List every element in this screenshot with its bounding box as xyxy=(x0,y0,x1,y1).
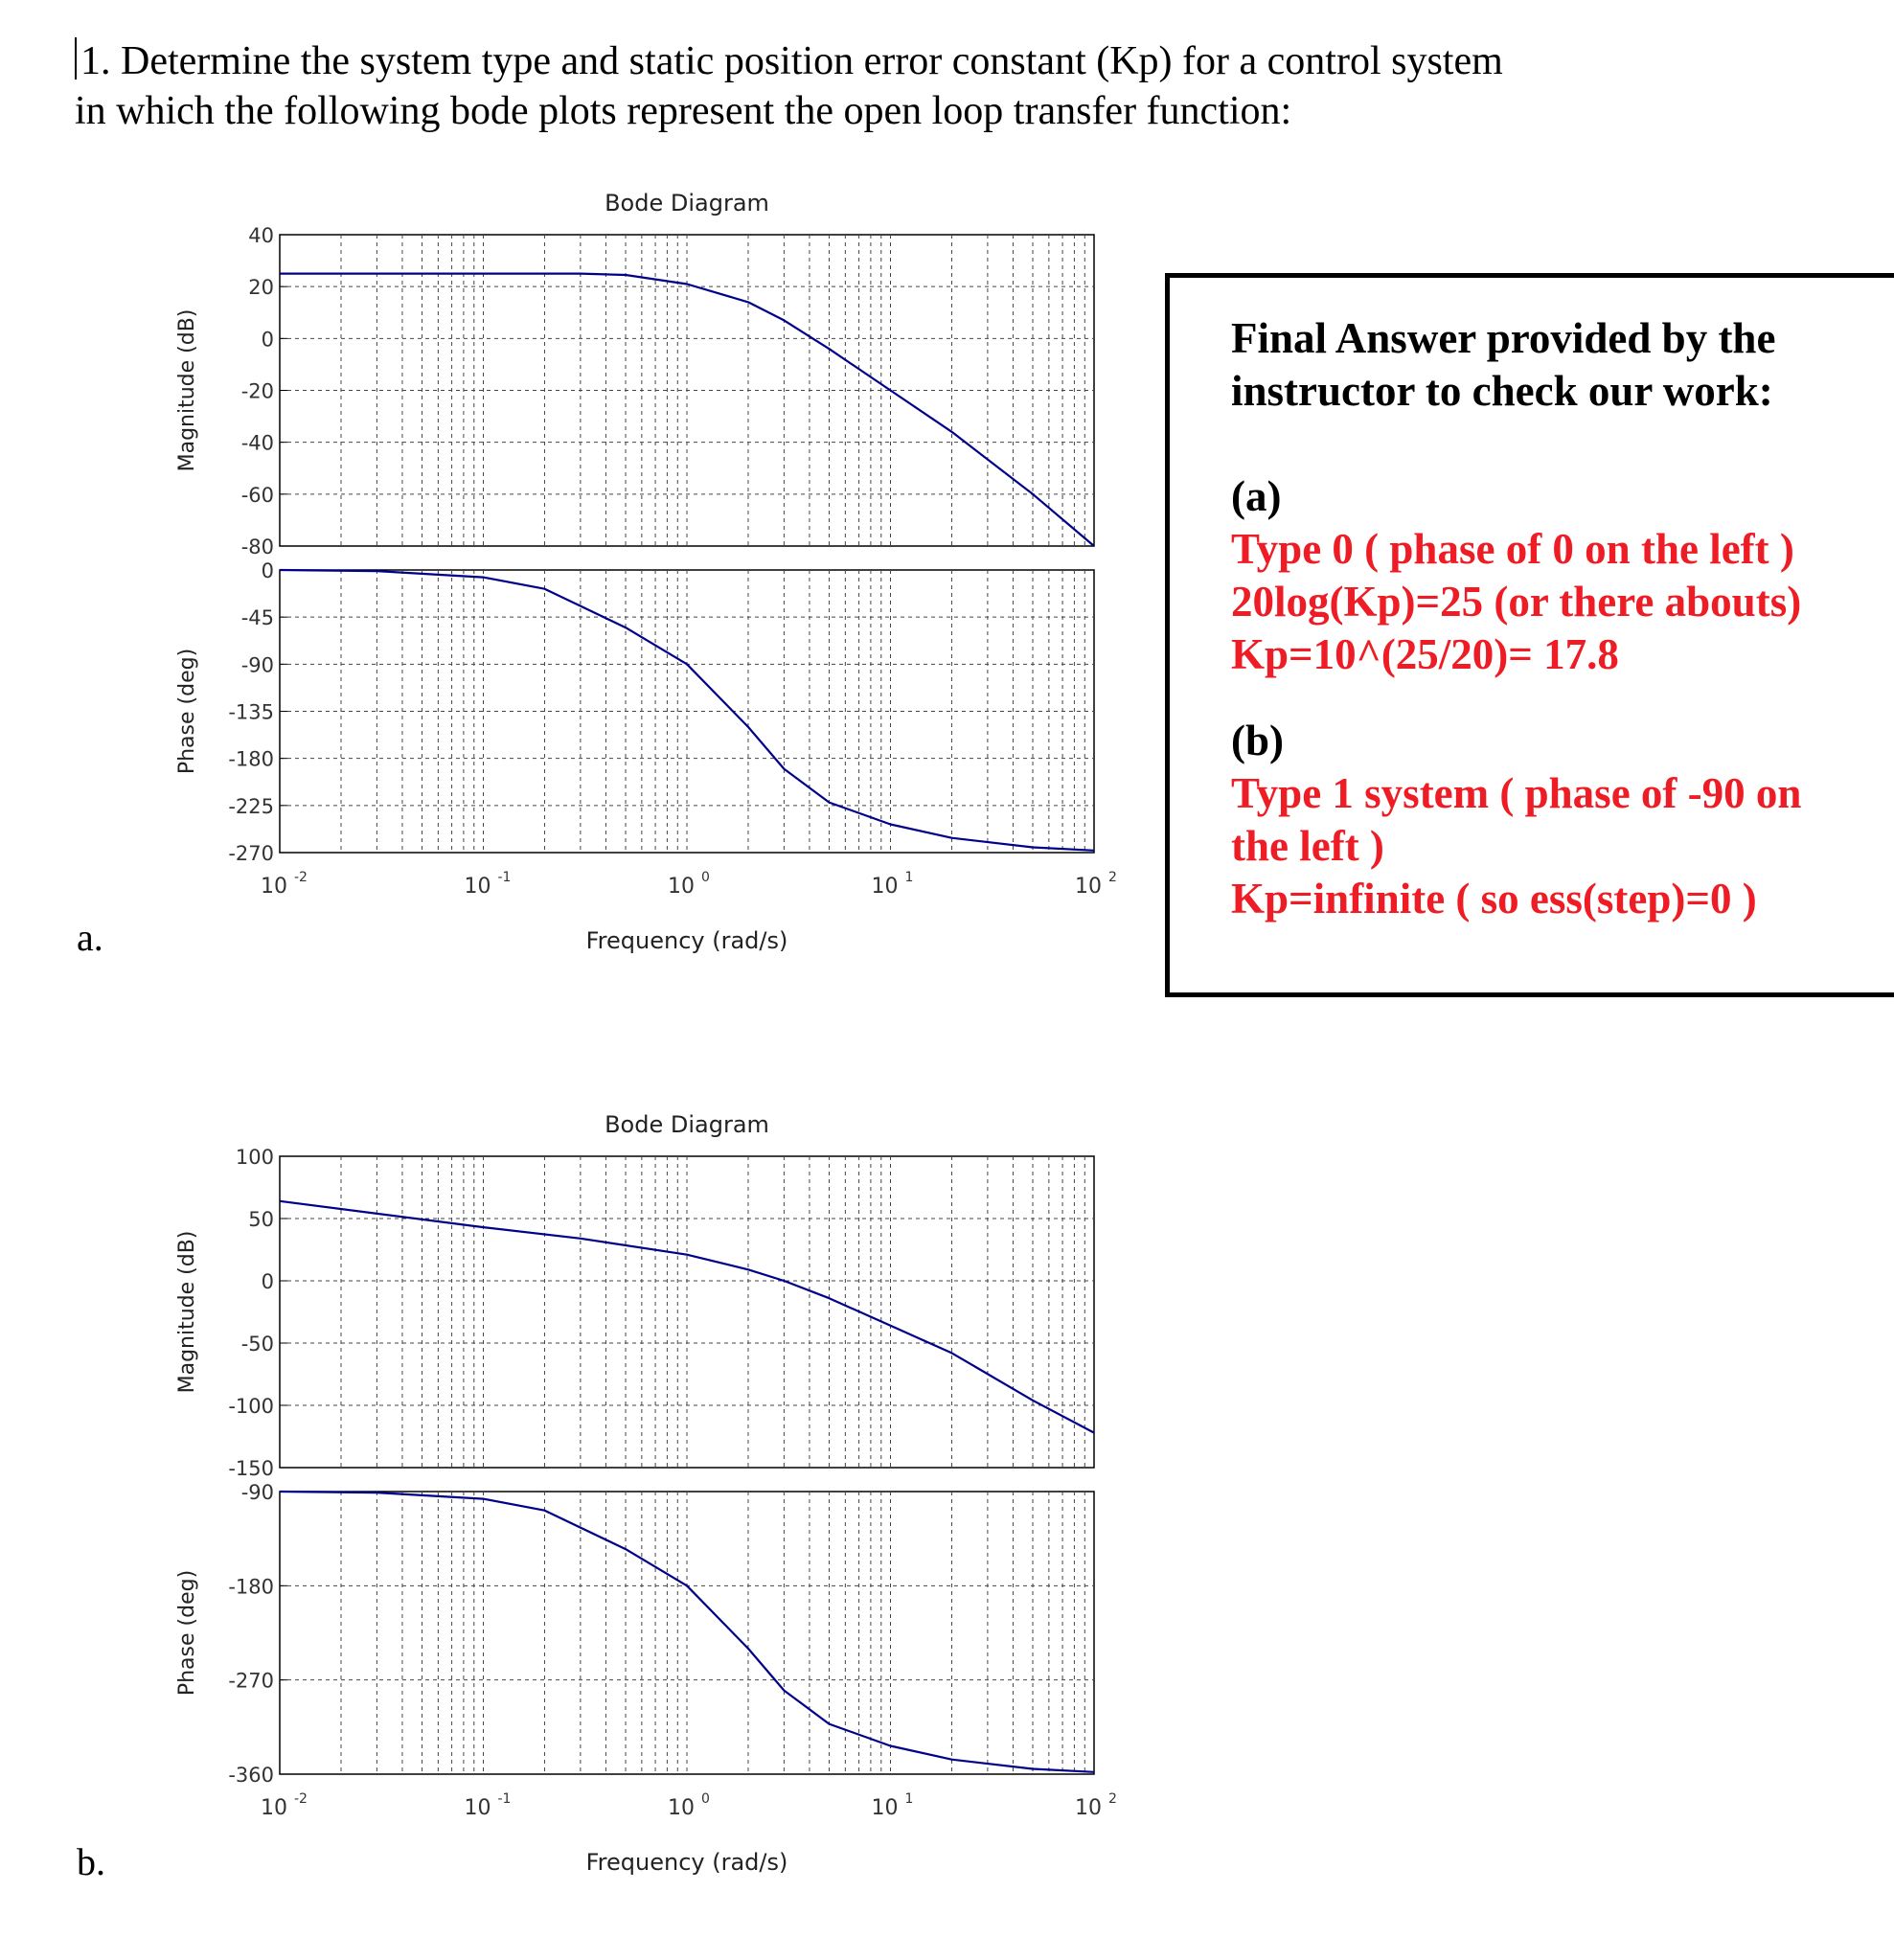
y-tick-label: 0 xyxy=(261,1270,274,1293)
answer-a-line-2: 20log(Kp)=25 (or there abouts) xyxy=(1231,578,1802,626)
answer-b-heading: (b) xyxy=(1231,717,1284,764)
question-line-2: in which the following bode plots represent the open loop transfer function: xyxy=(75,89,1292,133)
x-tick-label: 10 xyxy=(261,875,287,899)
y-tick-label: 50 xyxy=(248,1208,274,1231)
answer-a-heading: (a) xyxy=(1231,472,1282,520)
x-tick-exponent: -2 xyxy=(294,870,308,885)
x-tick-label: 10 xyxy=(871,1796,899,1820)
y-tick-label: -50 xyxy=(240,1333,274,1356)
x-tick-label: 10 xyxy=(668,1796,695,1820)
question-text xyxy=(75,36,1608,136)
y-tick-label: 40 xyxy=(248,224,274,247)
magnitude-panel xyxy=(175,224,1094,558)
y-tick-label: -40 xyxy=(240,431,274,455)
y-tick-label: -45 xyxy=(240,606,274,630)
answer-b-line-3: Kp=infinite ( so ess(step)=0 ) xyxy=(1231,875,1757,923)
y-tick-label: -180 xyxy=(228,1575,274,1599)
y-tick-label: 0 xyxy=(261,328,274,352)
y-tick-label: -90 xyxy=(240,653,274,677)
x-tick-label: 10 xyxy=(261,1796,287,1820)
bode-diagram-a xyxy=(172,172,1150,1006)
x-axis-label: Frequency (rad/s) xyxy=(585,1849,788,1876)
y-tick-label: -90 xyxy=(240,1481,274,1504)
x-tick-label: 10 xyxy=(668,875,695,899)
answer-b-line-2: the left ) xyxy=(1231,822,1384,870)
y-tick-label: 100 xyxy=(235,1146,274,1169)
x-tick-label: 10 xyxy=(1075,1796,1102,1820)
question-line-1: 1. Determine the system type and static position error constant (Kp) for a control system xyxy=(75,36,1608,86)
answer-title-line-2: instructor to check our work: xyxy=(1231,367,1773,415)
y-tick-label: 20 xyxy=(248,276,274,300)
y-tick-label: -180 xyxy=(228,747,274,771)
x-tick-exponent: -1 xyxy=(497,1791,512,1807)
phase-panel xyxy=(175,559,1094,865)
x-tick-label: 10 xyxy=(464,875,491,899)
label-a: a. xyxy=(77,916,103,959)
x-tick-exponent: 0 xyxy=(701,870,710,885)
bode-diagram-b xyxy=(172,1094,1150,1927)
y-tick-label: -135 xyxy=(228,700,274,724)
magnitude-axis-label: Magnitude (dB) xyxy=(175,1230,199,1394)
y-tick-label: -60 xyxy=(240,483,274,507)
chart-title: Bode Diagram xyxy=(605,190,769,217)
x-axis-label: Frequency (rad/s) xyxy=(585,927,788,954)
x-tick-label: 10 xyxy=(1075,875,1102,899)
x-tick-label: 10 xyxy=(464,1796,491,1820)
chart-title: Bode Diagram xyxy=(605,1111,769,1138)
x-tick-exponent: -2 xyxy=(294,1791,308,1807)
text-cursor xyxy=(75,37,77,80)
x-tick-exponent: 0 xyxy=(701,1791,710,1807)
final-answer-box xyxy=(1165,273,1894,997)
x-tick-label: 10 xyxy=(871,875,899,899)
y-tick-label: -100 xyxy=(228,1395,274,1418)
x-tick-exponent: -1 xyxy=(497,870,512,885)
answer-title-line-1: Final Answer provided by the xyxy=(1231,314,1776,362)
y-tick-label: -150 xyxy=(228,1457,274,1480)
phase-axis-label: Phase (deg) xyxy=(175,648,199,775)
x-tick-exponent: 1 xyxy=(904,870,914,885)
y-tick-label: -360 xyxy=(228,1764,274,1787)
magnitude-axis-label: Magnitude (dB) xyxy=(175,308,199,472)
x-tick-exponent: 2 xyxy=(1108,870,1117,885)
y-tick-label: -270 xyxy=(228,1669,274,1693)
answer-a-line-1: Type 0 ( phase of 0 on the left ) xyxy=(1231,525,1794,573)
answer-a-line-3: Kp=10^(25/20)= 17.8 xyxy=(1231,630,1619,678)
y-tick-label: -225 xyxy=(228,794,274,818)
y-tick-label: 0 xyxy=(261,559,274,582)
label-b: b. xyxy=(77,1840,105,1883)
answer-b-line-1: Type 1 system ( phase of -90 on xyxy=(1231,769,1802,817)
y-tick-label: -270 xyxy=(228,842,274,865)
phase-axis-label: Phase (deg) xyxy=(175,1569,199,1697)
x-tick-exponent: 2 xyxy=(1108,1791,1117,1807)
y-tick-label: -80 xyxy=(240,536,274,558)
phase-panel xyxy=(175,1481,1094,1787)
magnitude-panel xyxy=(175,1146,1094,1480)
x-tick-exponent: 1 xyxy=(904,1791,914,1807)
y-tick-label: -20 xyxy=(240,379,274,403)
